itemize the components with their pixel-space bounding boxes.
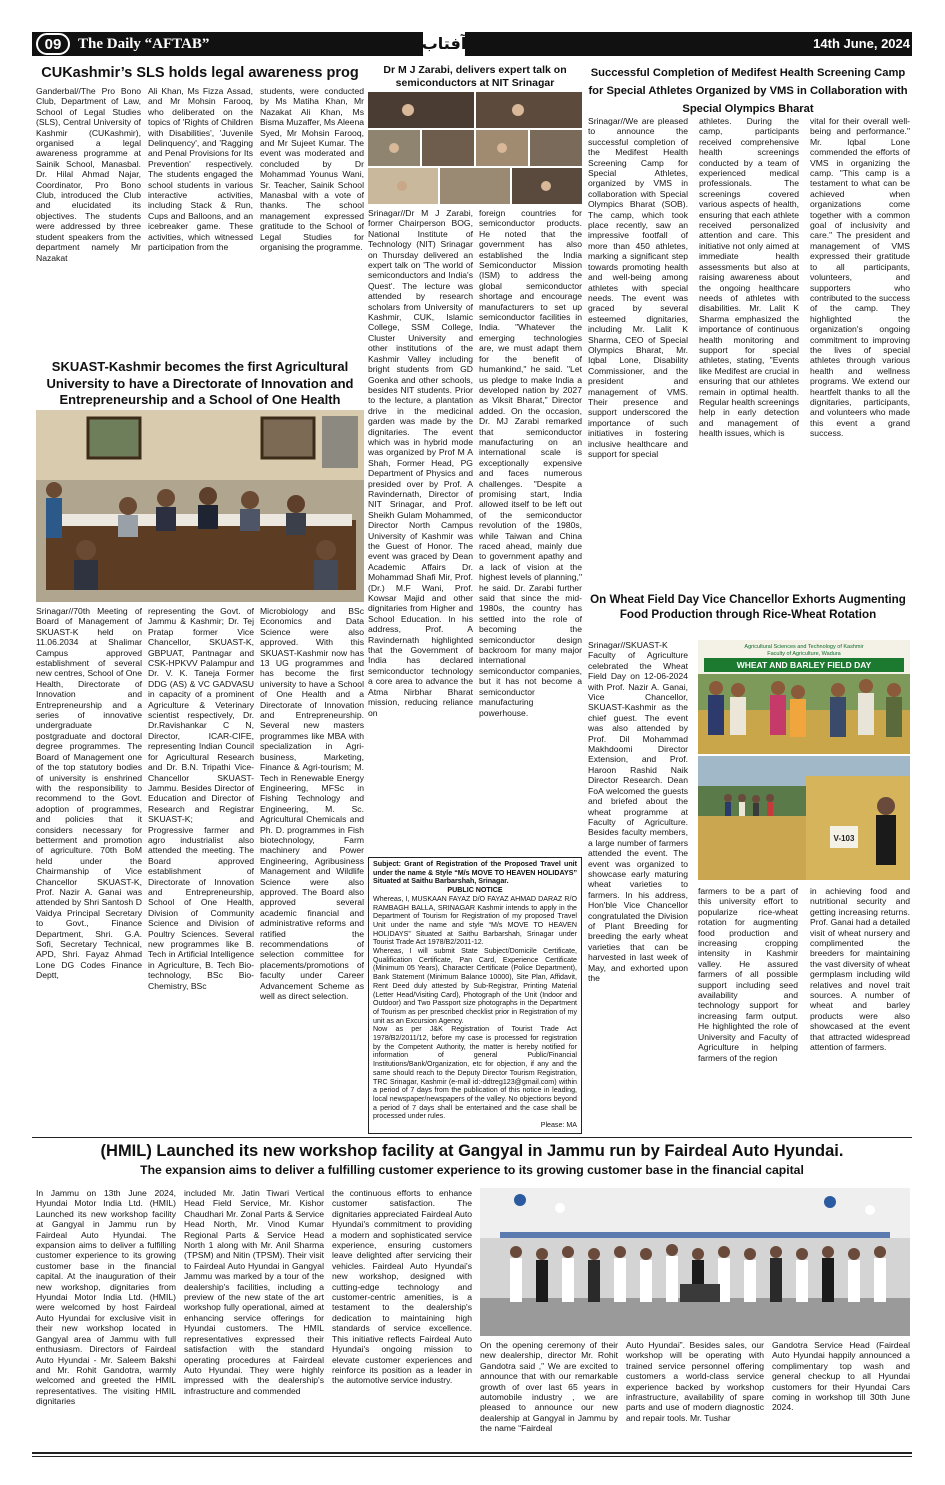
zarabi-event-photos	[368, 92, 582, 204]
zarabi-col2: foreign countries for semiconductor products. He noted that the government has also established the India Semiconductor Mission (ISM) to address the global semiconductor shortage and encourage manufacturers to set up semiconductor facilities in India. "Whatever the emerging technologies are, we must adapt them for the benefit of humankind," he said. "Let us pledge to make India a developed nation by 2027 as Viksit Bharat," Director added. On the occasion, Dr. MJ Zarabi remarked that semiconductor manufacturing on an international scale is exceptionally expensive and faces numerous challenges. "Despite a promising start, India allowed itself to be left out of the semiconductor revolution of the 1980s, while Taiwan and China raced ahead, mainly due to government apathy and a lack of vision at the highest levels of planning," he said. Dr. Zarabi further said that since the mid-1980s, the country has settled into the role of becoming the semiconductor design backroom for many major international semiconductor companies, but it has not become a semiconductor manufacturing powerhouse.	[479, 208, 582, 718]
bottom-rule-1	[32, 1452, 912, 1454]
cukashmir-col2: Ali Khan, Ms Fizza Assad, and Mr Mohsin Farooq, who deliberated on the topics of 'Rights of Children with Disabilities', 'Juvenile Delinquency', and 'Ragging and Penal Provisions for Its Prevention' respectively. The students engaged the school students in various interactive activities, including Stack & Run, Cups and Balloons, and an icebreaker game. These activities, which witnessed participation from the	[148, 86, 253, 253]
public-notice	[368, 857, 582, 1134]
cukashmir-col3: students, were conducted by Ms Matiha Khan, Mr Nazakat Ali Khan, Ms Bisma Muzaffer, Ms Aleena Syed, Mr Mohsin Farooq, and Mr Sujeet Kumar. The event was moderated and concluded by Dr Mohammad Younus Wani, Sr. Teacher, Sainik School Manasbal with a vote of thanks. The school management expressed gratitude to the School of Legal Studies for organising the programme.	[260, 86, 364, 253]
notice-ref: Please: MA	[540, 1121, 577, 1130]
skuast-headline: SKUAST-Kashmir becomes the first Agricultural University to have a Directorate of Innovation and Entrepreneurship and a School of One Health	[46, 359, 354, 407]
wheat-col2: farmers to be a part of this university effort to popularize rice-wheat rotation for augmenting food production and increasing cropping intensity in Kashmir valley. He assured farmers of all possible support including seed availability and technology support for increasing farm output. He highlighted the role of University and Faculty of Agriculture in helping farmers of the region	[698, 886, 798, 1063]
medifest-col1: Srinagar//We are pleased to announce the successful completion of the Medifest Health Screening Camp for Special Athletes, organized by VMS in collaboration with Special Olympics Bharat (SOB). The camp, which took place recently, saw an impressive footfall of more than 450 athletes, marking a significant step towards promoting health and well-being among athletes with special needs. The event was graced by several esteemed dignitaries, including Mr. Lalit K Sharma, CEO of Special Olympics Bharat, Mr. Iqbal Lone, Disability Commissioner, and the president and management of VMS. Their presence and support underscored the importance of such initiatives in fostering inclusive healthcare and support for special	[588, 116, 688, 459]
hmil-inauguration-photo	[480, 1188, 910, 1336]
wheat-col3: in achieving food and nutritional security and getting increasing returns. Prof. Ganai had a detailed visit of wheat nursery and complimented the breeders for maintaining the vast diversity of wheat germplasm including wild relatives and novel trait sources. A number of wheat and barley products were also showcased at the event that attracted widespread attention of farmers.	[810, 886, 910, 1053]
svg-text:WHEAT AND BARLEY FIELD DAY: WHEAT AND BARLEY FIELD DAY	[736, 660, 872, 670]
cukashmir-col1: Ganderbal//The Pro Bono Club, Department of Law, School of Legal Studies (SLS), Central University of Kashmir (CUKashmir), organised a legal awareness programme at Sainik School, Manasbal. Dr. Hilal Ahmad Najar, Coordinator, Pro Bono Club, introduced the Club and elucidated its objectives. The students were addressed by three student speakers from the department namely Mr Nazakat	[36, 86, 141, 263]
bottom-rule-2	[32, 1456, 912, 1457]
skuast-col2: representing the Govt. of Jammu & Kashmir; Dr. Tej Pratap former Vice Chancellor, SKUAST-K, GBPUAT, Pantnagar and CSK-HPKVV Palampur and Dr. V. K. Taneja Former DDG (AS) & VC GADVASU in capacity of a prominent Agriculture & Veterinary scientist respectively, Dr. Dr.Ravishankar C N, Director, ICAR-CIFE, representing Indian Council for Agricultural Research and Dr. B.N. Tripathi Vice-Chancellor SKUAST-Jammu. Besides Director of Education and Director of Research and Registrar SKUAST-K; and Progressive farmer and agro industrialist also attended the meeting. The Board approved establishment of Directorate of Innovation and Entrepreneurship, School of One Health, Division of Community Science and Division of Poultry Sciences. Several new programmes like B. Tech in Artificial Intelligence in Agriculture, B. Tech Bio-technology, BSc Bio-Chemistry, BSc	[148, 606, 254, 991]
page-number: 09	[36, 33, 70, 55]
notice-body-2: Whereas, I will submit State Subject/Domicile Certificate, Qualification Certificate, Pan Card, Experience Certificate (Minimum 05 Years), Character Certificate (Police Department), Bank Statement (Minimum Balance 10000), Site Plan, Affidavit, Rent Deed duly attested by Sub-Registrar, Printing Material (Letter Head/Visiting Card), Photograph of the Unit (Indoor and Outdoor) and Two Passport size photographs in the Department of Tourism as per prescribed checklist prior in Registration of my unit as an Excursion Agency.	[373, 947, 577, 1025]
medifest-headline: Successful Completion of Medifest Health Screening Camp for Special Athletes Organized by VMS in Collaboration with Special Olympics Bharat	[588, 67, 908, 115]
svg-text:V-103: V-103	[833, 834, 855, 843]
notice-body-1: Whereas, I, MUSKAAN FAYAZ D/O FAYAZ AHMAD DARAZ R/O RAMBAGH BALLA, SRINAGAR Kashmir intends to apply in the Department of Tourism for Registration of my proposed Travel Unit under the name and style “M/s MOVE TO HEAVEN HOLIDAYS” Situated at Saithu Barbarshah, Srinagar under Tourist Trade Act 1978/B2/2011-12.	[373, 894, 577, 947]
wheat-col1: Srinagar//SKUAST-K Faculty of Agriculture celebrated the Wheat Field Day on 12-06-2024 with Prof. Nazir A. Ganai, Vice Chancellor, SKUAST-Kashmir as the chief guest. The event was also attended by Prof. Dil Mohammad Makhdoomi Director Extension, and Prof. Haroon Rashid Naik Director Research. Dean FoA welcomed the guests and briefed about the wheat programme at Faculty of Agriculture. Besides faculty members, a large number of farmers attended the event. The event was organized to showcase early maturing wheat varieties to farmers. In his address, Hon'ble Vice Chancellor congratulated the Division of Plant Breeding for breeding the early wheat varieties that can be harvested in last week of May, and exhorted upon the	[588, 640, 688, 983]
wheat-field-day-photo-2	[698, 756, 910, 880]
skuast-meeting-photo	[36, 410, 364, 602]
skuast-col1: Srinagar//70th Meeting of Board of Management of SKUAST-K held on 11.06.2034 at Shalimar Campus approved establishment of several new centres, School of One Health, Directorate of Innovation and Entrepreneurship and a series of innovative undergraduate postgraduate and doctoral degree programmes. The Board of Management one of the top statutory bodies of university is enshrined with the responsibility to recommend to the Govt. adoption of programmes, and policies that it considers necessary for betterment and promotion of agriculture. 70th BoM held under the Chairmanship of Vice Chancellor SKUAST-K, Prof. Nazir A. Ganai was attended by Shri Santosh D Vaidya Principal Secretary to Govt., Finance Department, Shri. G.A. Sofi, Secretary Technical, APD, Shri. Fayaz Ahmad Lone DG Codes Finance Deptt,	[36, 606, 142, 981]
hmil-col1: In Jammu on 13th June 2024, Hyundai Motor India Ltd. (HMIL) Launched its new workshop facility at Gangyal in Jammu run by Fairdeal Auto Hyundai. The expansion aims to deliver a fulfilling customer experience to its growing customer base in the financial capital. At the inauguration of their new workshop, dignitaries from Hyundai Motor India Ltd. (HMIL) were welcomed by host Fairdeal Auto Hyundai for exclusive visit in their new workshop located in Gangyal area of Jammu with full enthusiasm. Directors of Fairdeal Auto Hyundai - Mr. Saleem Bakshi and Mr. Rohit Gandotra, warmly welcomed and greeted the HMIL representatives. The visiting HMIL dignitaries	[36, 1188, 176, 1407]
hmil-col6: Gandotra Service Head (Fairdeal Auto Hyundai happily announced a complimentary top wash and general checkup to all Hyundai customers for their Hyundai Cars coming in workshop till 30th June 2024.	[772, 1340, 910, 1413]
skuast-col3: Microbiology and BSc Economics and Data Science were also approved. With this SKUAST-Kashmir now has 13 UG programmes and has become the first university to have a School of One Health and a Directorate of Innovation and Entrepreneurship. Several new masters programmes like MBA with specialization in Agri-business, Marketing, Finance & Agri-tourism; M. Tech in Renewable Energy Engineering, MFSc in Fishing Technology and Engineering, M. Sc. Agricultural Chemicals and Ph. D. programmes in Fish biotechnology, Farm machinery and Power Engineering, Agribusiness Management and Wildlife Science were also approved. The Board also approved several academic financial and administrative reforms and ratified the recommendations of selection committee for placements/promotions of faculty under Career Advancement Scheme as well as direct selection.	[260, 606, 364, 1002]
svg-text:آفتاب: آفتاب	[423, 34, 465, 53]
notice-title: PUBLIC NOTICE	[447, 886, 503, 895]
hmil-top-rule	[32, 1137, 912, 1138]
hmil-col4: On the opening ceremony of their new dealership, director Mr. Rohit Gandotra said ," We are excited to announce that with our remarkable growth of over last 65 years in automobile industry , we are pleased to announce our new dealership at Gangyal in Jammu by the name “Fairdeal	[480, 1340, 618, 1434]
paper-name: The Daily “AFTAB”	[78, 36, 210, 52]
newspaper-logo	[423, 28, 465, 58]
medifest-col3: vital for their overall well-being and performance." Mr. Iqbal Lone commended the efforts of VMS in organizing the camp. "This camp is a testament to what can be achieved when organizations come together with a common goal of inclusivity and care." The president and management of VMS expressed their gratitude to all participants, volunteers, and supporters who contributed to the success of the camp. They highlighted the organization's ongoing commitment to improving the lives of special athletes through various health and wellness programs. We extend our heartfelt thanks to all the dignitaries, participants, and volunteers who made this event a grand success.	[810, 116, 910, 439]
wheat-headline: On Wheat Field Day Vice Chancellor Exhorts Augmenting Food Production through Rice-Wheat Rotation	[590, 593, 906, 621]
hmil-col2: included Mr. Jatin Tiwari Vertical Head Field Service, Mr. Kishor Chaudhari Mr. Zonal Parts & Service Head North, Mr. Vinod Kumar Regional Parts & Service Head North 1 along with Mr. Anil Sharma (TPSM) and Nitin (TPSM). Their visit to Fairdeal Auto Hyundai in Gangyal Jammu was marked by a tour of the dealership's facilities, including a preview of the new state of the art workshop fully operational, aimed at enhancing service offerings for Hyundai customers. The HMIL representatives expressed their satisfaction with the standard operating procedures at Fairdeal Auto Hyundai. They were highly impressed with the dealership's infrastructure and commended	[184, 1188, 324, 1396]
issue-date: 14th June, 2024	[813, 36, 910, 51]
cukashmir-headline: CUKashmir’s SLS holds legal awareness prog	[41, 65, 359, 81]
zarabi-headline: Dr M J Zarabi, delivers expert talk on semiconductors at NIT Srinagar	[383, 64, 567, 89]
svg-text:Faculty of Agriculture, Wadura: Faculty of Agriculture, Wadura	[767, 651, 841, 657]
hmil-headline: (HMIL) Launched its new workshop facility at Gangyal in Jammu run by Fairdeal Auto Hyundai.	[100, 1142, 844, 1160]
hmil-subhead: The expansion aims to deliver a fulfilling customer experience to its growing customer base in the financial capital	[140, 1163, 804, 1177]
wheat-field-day-photo-1	[698, 640, 910, 754]
svg-text:Agricultural Sciences and Tech: Agricultural Sciences and Technology of Kashmir	[744, 644, 864, 650]
notice-subject: Subject: Grant of Registration of the Proposed Travel unit under the name & Style “M/s MOVE TO HEAVEN HOLIDAYS” Situated at Saithu Barbarshah, Srinagar.	[373, 860, 577, 886]
zarabi-col1: Srinagar//Dr M J Zarabi, former Chairperson BOG, National Institute of Technology (NIT) Srinagar on Thursday delivered an expert talk on 'The world of semiconductors and India's Quest'. The lecture was attended by research scholars from University of Kashmir, CUK, Islamic College, SSM College, Cluster University and other institutions of the Kashmir Valley including bright students from GD Goenka and other schools, besides NIT students. Prior to the lecture, a plantation drive in the medicinal garden was made by the dignitaries. The event which was in hybrid mode was organized by Prof M A Shah, Former Head, PG Department of Physics and presided over by Prof. A Ravindernath, Director of NIT Srinagar, and Prof. Sheikh Gulam Mohammed, Director North Campus University of Kashmir was the Guest of Honor. The event was graced by Dean Academic Affairs Dr. Mohammad Shafi Mir, Prof. (Dr.) M.F Wani, Prof. Kowsar Majid and other dignitaries from Higher and School Education. In his address, Prof. A Ravindernath highlighted that the Government of India has declared semiconductor technology a core area to advance the Atma Nirbhar Bharat mission, reducing reliance on	[368, 208, 473, 718]
hmil-col5: Auto Hyundai”. Besides sales, our workshop will be operating with trained service personnel offering customers a world-class service experience backed by workshop infrastructure, availability of spare parts and use of modern diagnostic and repair tools. Mr. Tushar	[626, 1340, 764, 1423]
notice-body-3: Now as per J&K Registration of Tourist Trade Act 1978/B2/2011/12, before my case is processed for registration by the Competent Authority, the matter is hereby notified for information of general Public/Financial Institutions/Bank/Organization, etc for objection, if any and the same should reach to the Deputy Director Tourism Registration, TRC Srinagar, Kashmir (e-mail id:-ddtreg123@gmail.com) within a period of 7 days from the publication of this notice in leading, local newspaper/newspapers of the valley. No objections beyond a period of 7 days shall be entertained and the case shall be processed under rules.	[373, 1025, 577, 1121]
hmil-col3: the continuous efforts to enhance customer satisfaction. The dignitaries appreciated Fairdeal Auto Hyundai's commitment to providing a modern and sophisticated service experience, ensuring customers leave delighted after servicing their vehicles. Fairdeal Auto Hyundai's new workshop, designed with cutting-edge technology and customer-centric amenities, is a testament to the dealership's dedication to maintaining high standards of service excellence. This initiative reflects Fairdeal Auto Hyundai's ongoing mission to elevate customer experiences and reinforce its position as a leader in the automotive service industry.	[332, 1188, 472, 1386]
medifest-col2: athletes. During the camp, participants received comprehensive health screenings conducted by a team of experienced medical professionals. The screenings covered various aspects of health, ensuring that each athlete received personalized attention and care. This initiative not only aimed at immediate health assessments but also at raising awareness about the ongoing healthcare needs of athletes with disabilities. Mr. Lalit K Sharma emphasized the importance of continuous health monitoring and support for special athletes, stating, "Events like Medifest are crucial in ensuring that our athletes remain in optimal health. Regular health screenings help in early detection and management of health issues, which is	[699, 116, 799, 439]
